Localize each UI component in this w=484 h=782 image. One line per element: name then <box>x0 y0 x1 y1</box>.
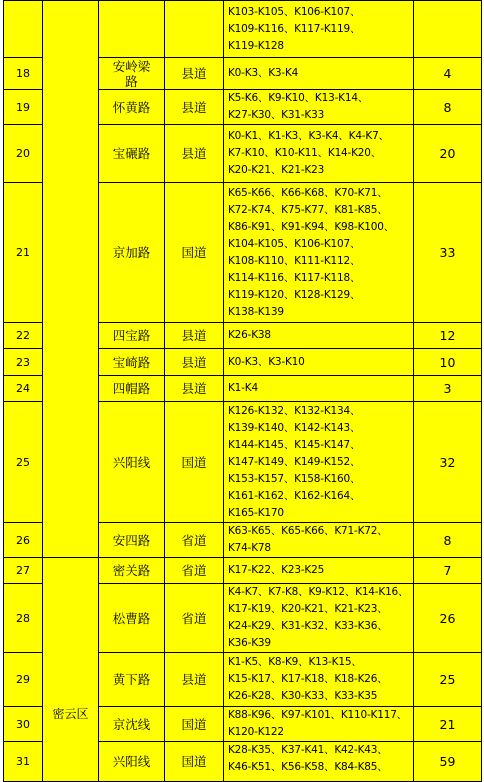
section-line: K36-K39 <box>228 637 271 649</box>
row-number: 23 <box>4 349 43 376</box>
road-level: 县道 <box>165 376 224 402</box>
road-name: 安四路 <box>99 523 165 558</box>
length-km: 20 <box>414 125 482 183</box>
length-km: 8 <box>414 90 482 125</box>
row-number: 21 <box>4 183 43 323</box>
section-line: K138-K139 <box>228 305 284 318</box>
section-line: K0-K1、K1-K3、K3-K4、K4-K7、 <box>228 130 389 142</box>
section-line: K20-K21、K21-K23 <box>228 164 325 176</box>
road-name: 四帽路 <box>99 376 165 402</box>
section-line: K74-K78 <box>228 542 271 554</box>
section-line: K139-K140、K142-K143、 <box>228 421 361 434</box>
row-number: 26 <box>4 523 43 558</box>
section-line: K46-K51、K56-K58、K84-K85、 <box>228 761 388 773</box>
road-level: 国道 <box>165 402 224 523</box>
road-sections <box>224 376 414 402</box>
length-km: 59 <box>414 742 482 782</box>
length-km: 8 <box>414 523 482 558</box>
section-line: K165-K170 <box>228 506 284 519</box>
section-line: K15-K17、K17-K18、K18-K26、 <box>228 673 388 685</box>
length-km: 3 <box>414 376 482 402</box>
road-level: 县道 <box>165 653 224 707</box>
section-line: K26-K38 <box>228 329 271 341</box>
road-sections <box>224 742 414 782</box>
section-line: K147-K149、K149-K152、 <box>228 455 361 468</box>
road-sections <box>224 90 414 125</box>
road-sections-table <box>3 0 482 782</box>
section-line: K27-K30、K31-K33 <box>228 109 325 121</box>
row-number: 22 <box>4 323 43 349</box>
row-number: 20 <box>4 125 43 183</box>
row-number: 24 <box>4 376 43 402</box>
length-km: 4 <box>414 58 482 90</box>
length-km: 25 <box>414 653 482 707</box>
section-line: K17-K22、K23-K25 <box>228 564 325 576</box>
row-number <box>4 1 43 58</box>
table-row <box>4 558 482 584</box>
section-line: K88-K96、K97-K101、K110-K117、 <box>228 709 407 721</box>
road-sections <box>224 323 414 349</box>
length-km: 7 <box>414 558 482 584</box>
road-name: 宝崎路 <box>99 349 165 376</box>
road-name: 兴阳线 <box>99 742 165 782</box>
road-name: 黄下路 <box>99 653 165 707</box>
table-row <box>4 1 482 58</box>
road-name: 松曹路 <box>99 584 165 653</box>
table-body <box>4 1 482 782</box>
section-line: K109-K116、K117-K119、 <box>228 22 361 35</box>
road-name: 宝碾路 <box>99 125 165 183</box>
section-line: K126-K132、K132-K134、 <box>228 404 361 417</box>
road-level: 省道 <box>165 558 224 584</box>
road-level: 国道 <box>165 183 224 323</box>
section-line: K65-K66、K66-K68、K70-K71、 <box>228 186 388 199</box>
section-line: K72-K74、K75-K77、K81-K85、 <box>228 203 388 216</box>
section-line: K119-K120、K128-K129、 <box>228 288 361 301</box>
road-sections <box>224 349 414 376</box>
section-line: K26-K28、K30-K33、K33-K35 <box>228 690 378 702</box>
section-line: K7-K10、K10-K11、K14-K20、 <box>228 147 382 159</box>
road-level: 县道 <box>165 125 224 183</box>
section-line: K1-K4 <box>228 382 258 394</box>
road-name: 京沈线 <box>99 707 165 742</box>
road-sections <box>224 653 414 707</box>
section-line: K1-K5、K8-K9、K13-K15、 <box>228 656 362 668</box>
road-name: 密关路 <box>99 558 165 584</box>
district-cell-miyun: 密云区 <box>43 558 99 782</box>
road-sections <box>224 125 414 183</box>
section-line: K153-K157、K158-K160、 <box>228 472 361 485</box>
section-line: K161-K162、K162-K164、 <box>228 489 361 502</box>
road-name-line: 路 <box>125 73 138 89</box>
section-line: K86-K91、K91-K94、K98-K100、 <box>228 220 395 233</box>
road-level: 省道 <box>165 584 224 653</box>
section-line: K108-K110、K111-K112、 <box>228 254 361 267</box>
section-line: K4-K7、K7-K8、K9-K12、K14-K16、 <box>228 586 409 598</box>
road-sections <box>224 58 414 90</box>
road-name-line: 安岭梁 <box>112 58 151 74</box>
road-name <box>99 1 165 58</box>
road-level: 省道 <box>165 523 224 558</box>
road-sections <box>224 707 414 742</box>
road-level: 国道 <box>165 707 224 742</box>
road-name: 怀黄路 <box>99 90 165 125</box>
row-number: 25 <box>4 402 43 523</box>
road-level <box>165 1 224 58</box>
length-km: 21 <box>414 707 482 742</box>
road-sections <box>224 523 414 558</box>
section-line: K0-K3、K3-K10 <box>228 355 305 368</box>
section-line: K63-K65、K65-K66、K71-K72、 <box>228 525 388 537</box>
length-km: 10 <box>414 349 482 376</box>
length-km <box>414 1 482 58</box>
road-sections <box>224 558 414 584</box>
row-number: 27 <box>4 558 43 584</box>
road-sections <box>224 402 414 523</box>
road-name <box>99 58 165 90</box>
length-km: 33 <box>414 183 482 323</box>
row-number: 31 <box>4 742 43 782</box>
road-level: 县道 <box>165 90 224 125</box>
road-name: 兴阳线 <box>99 402 165 523</box>
section-line: K28-K35、K37-K41、K42-K43、 <box>228 744 388 756</box>
section-line: K120-K122 <box>228 726 284 738</box>
length-km: 26 <box>414 584 482 653</box>
section-line: K104-K105、K106-K107、 <box>228 237 361 250</box>
road-level: 县道 <box>165 323 224 349</box>
section-line: K5-K6、K9-K10、K13-K14、 <box>228 92 369 104</box>
row-number: 29 <box>4 653 43 707</box>
road-level: 县道 <box>165 349 224 376</box>
section-line: K0-K3、K3-K4 <box>228 67 299 79</box>
row-number: 30 <box>4 707 43 742</box>
section-line: K114-K116、K117-K118、 <box>228 271 361 284</box>
road-name: 四宝路 <box>99 323 165 349</box>
length-km: 12 <box>414 323 482 349</box>
row-number: 19 <box>4 90 43 125</box>
section-line: K103-K105、K106-K107、 <box>228 5 361 18</box>
road-level: 县道 <box>165 58 224 90</box>
road-sections <box>224 584 414 653</box>
road-name: 京加路 <box>99 183 165 323</box>
district-cell <box>43 1 99 558</box>
road-level: 国道 <box>165 742 224 782</box>
section-line: K119-K128 <box>228 39 284 52</box>
row-number: 18 <box>4 58 43 90</box>
row-number: 28 <box>4 584 43 653</box>
section-line: K24-K29、K31-K32、K33-K36、 <box>228 620 388 632</box>
section-line: K17-K19、K20-K21、K21-K23、 <box>228 603 388 615</box>
road-sections <box>224 183 414 323</box>
section-line: K144-K145、K145-K147、 <box>228 438 361 451</box>
length-km: 32 <box>414 402 482 523</box>
road-sections <box>224 1 414 58</box>
